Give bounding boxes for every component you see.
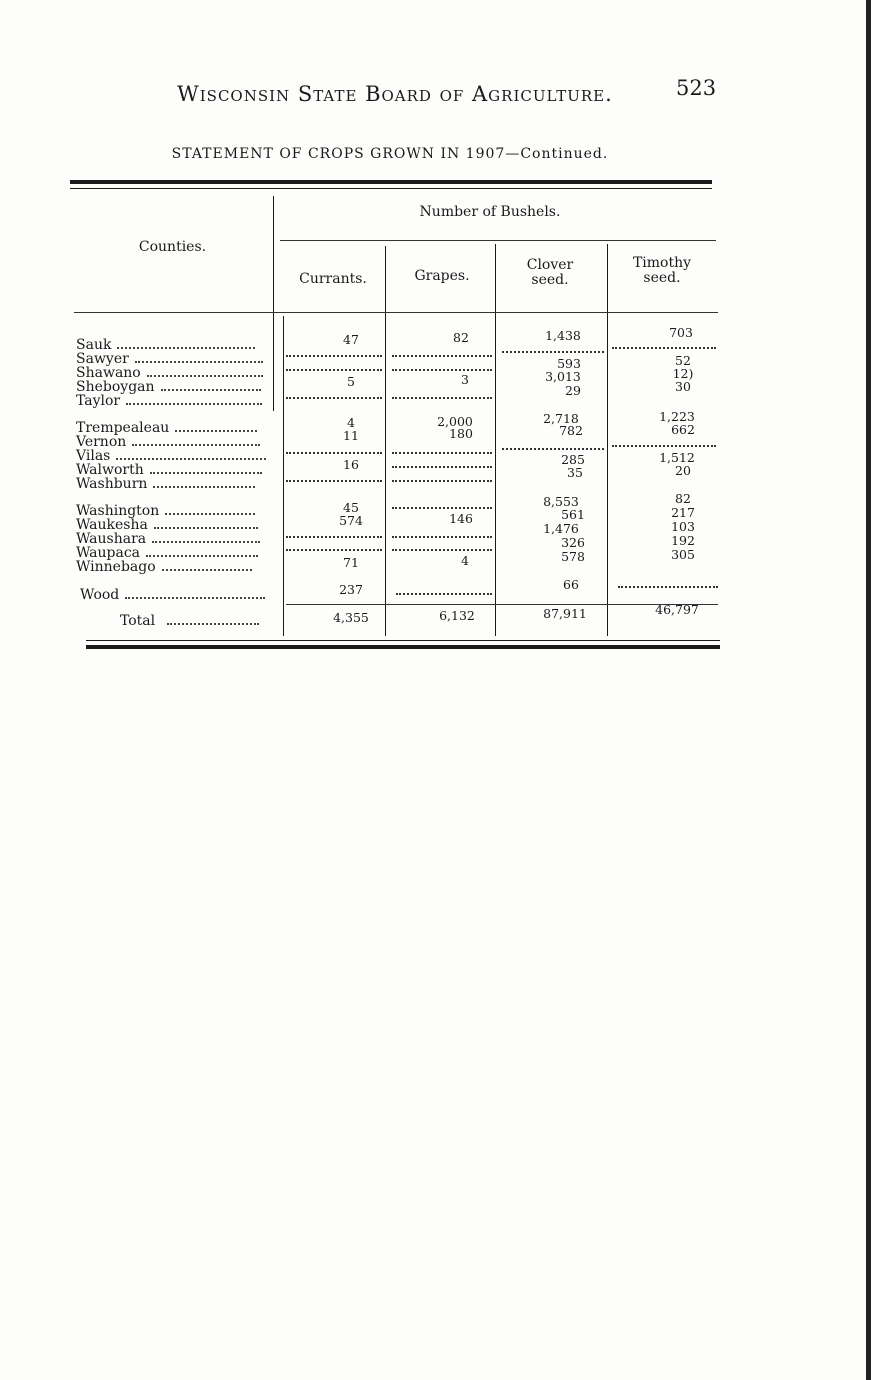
grapes-sheboygan: 3 (461, 372, 469, 387)
grapes-empty-washington (392, 507, 492, 509)
grapes-empty-waupaca (392, 549, 492, 551)
currants-empty-waushara (286, 536, 382, 538)
currants-empty-sawyer (286, 355, 382, 357)
page-edge (866, 0, 871, 1380)
county-trempealeau: Trempealeau (76, 421, 257, 435)
currants-trempealeau: 4 (347, 415, 355, 430)
counties-header: Counties. (138, 239, 207, 255)
currants-sheboygan: 5 (347, 374, 355, 389)
currants-empty-shawano (286, 369, 382, 371)
clover-waupaca: 326 (561, 535, 585, 550)
timothy-total: 46,797 (655, 602, 699, 617)
timothy-sheboygan: 30 (675, 379, 691, 394)
grapes-empty-vilas (392, 452, 492, 454)
grapes-empty-sawyer (392, 355, 492, 357)
timothy-sawyer: 52 (675, 353, 691, 368)
grapes-trempealeau: 2,000 (437, 414, 473, 429)
clover-washburn: 35 (567, 465, 583, 480)
grapes-empty-waushara (392, 536, 492, 538)
timothy-vernon: 662 (671, 422, 695, 437)
grapes-empty-shawano (392, 369, 492, 371)
grapes-empty-walworth (392, 466, 492, 468)
table-title: STATEMENT OF CROPS GROWN IN 1907—Continued. (171, 146, 609, 162)
grapes-waukesha: 146 (449, 511, 473, 526)
county-taylor: Taylor (76, 394, 262, 408)
county-waukesha: Waukesha (76, 518, 258, 532)
timothy-waupaca: 192 (671, 533, 695, 548)
grapes-empty-washburn (392, 480, 492, 482)
currants-washington: 45 (343, 500, 359, 515)
currants-empty-taylor (286, 397, 382, 399)
grapes-total: 6,132 (439, 608, 475, 623)
timothy-sauk: 703 (669, 325, 693, 340)
grapes-header: Grapes. (414, 268, 470, 284)
timothy-empty-sauk-sawyer (612, 347, 716, 349)
grapes-sauk: 82 (453, 330, 469, 345)
county-vilas: Vilas (76, 449, 266, 463)
clover-vernon: 782 (559, 423, 583, 438)
grapes-empty-wood (396, 593, 492, 595)
clover-trempealeau: 2,718 (543, 411, 579, 426)
county-washburn: Washburn (76, 477, 255, 491)
county-winnebago: Winnebago (76, 560, 252, 574)
clover-waushara: 1,476 (543, 521, 579, 536)
clover-taylor: 29 (565, 383, 581, 398)
county-waushara: Waushara (76, 532, 260, 546)
grapes-vernon: 180 (449, 426, 473, 441)
timothy-trempealeau: 1,223 (659, 409, 695, 424)
timothy-winnebago: 305 (671, 547, 695, 562)
clover-empty-vilas (502, 448, 604, 450)
county-walworth: Walworth (76, 463, 262, 477)
clover-waukesha: 561 (561, 507, 585, 522)
top-rule-thick (70, 180, 712, 184)
group-header: Number of Bushels. (419, 204, 561, 220)
page-number: 523 (676, 76, 717, 100)
timothy-waushara: 103 (671, 519, 695, 534)
page-header: Wisconsin State Board of Agriculture. (177, 82, 613, 106)
clover-walworth: 285 (561, 452, 585, 467)
county-sauk: Sauk (76, 338, 255, 352)
clover-washington: 8,553 (543, 494, 579, 509)
grapes-winnebago: 4 (461, 553, 469, 568)
grapes-clover-divider (495, 244, 496, 636)
timothy-washburn: 20 (675, 463, 691, 478)
counties-column-divider (273, 196, 274, 411)
clover-wood: 66 (563, 577, 579, 592)
timothy-empty-vilas (612, 445, 716, 447)
county-shawano: Shawano (76, 366, 263, 380)
county-sawyer: Sawyer (76, 352, 263, 366)
timothy-waukesha: 217 (671, 505, 695, 520)
county-sheboygan: Sheboygan (76, 380, 261, 394)
currants-walworth: 16 (343, 457, 359, 472)
county-vernon: Vernon (76, 435, 260, 449)
county-washington: Washington (76, 504, 255, 518)
clover-shawano: 593 (557, 356, 581, 371)
county-waupaca: Waupaca (76, 546, 258, 560)
timothy-shawano: 12) (672, 366, 694, 381)
currants-winnebago: 71 (343, 555, 359, 570)
top-rule-thin (70, 188, 712, 189)
currants-waukesha: 574 (339, 513, 363, 528)
timothy-header: Timothy seed. (632, 255, 692, 286)
header-bottom-rule (74, 312, 718, 313)
county-wood: Wood (80, 588, 265, 602)
timothy-walworth: 1,512 (659, 450, 695, 465)
clover-total: 87,911 (543, 606, 587, 621)
currants-header: Currants. (299, 271, 367, 287)
clover-sauk: 1,438 (545, 328, 581, 343)
clover-winnebago: 578 (561, 549, 585, 564)
clover-header: Clover seed. (526, 257, 574, 288)
group-header-underline (280, 240, 716, 241)
currants-empty-vilas (286, 452, 382, 454)
currants-empty-washburn (286, 480, 382, 482)
bottom-rule-thin (86, 640, 720, 641)
total-label: Total (120, 614, 259, 628)
currants-total: 4,355 (333, 610, 369, 625)
currants-sauk: 47 (343, 332, 359, 347)
timothy-empty-wood (618, 586, 718, 588)
currants-wood: 237 (339, 582, 363, 597)
clover-empty-sawyer (502, 351, 604, 353)
grapes-empty-taylor (392, 397, 492, 399)
clover-sheboygan: 3,013 (545, 369, 581, 384)
bottom-rule-thick (86, 645, 720, 649)
timothy-washington: 82 (675, 491, 691, 506)
currants-empty-waupaca (286, 549, 382, 551)
body-left-divider (283, 316, 284, 636)
currants-vernon: 11 (343, 428, 359, 443)
